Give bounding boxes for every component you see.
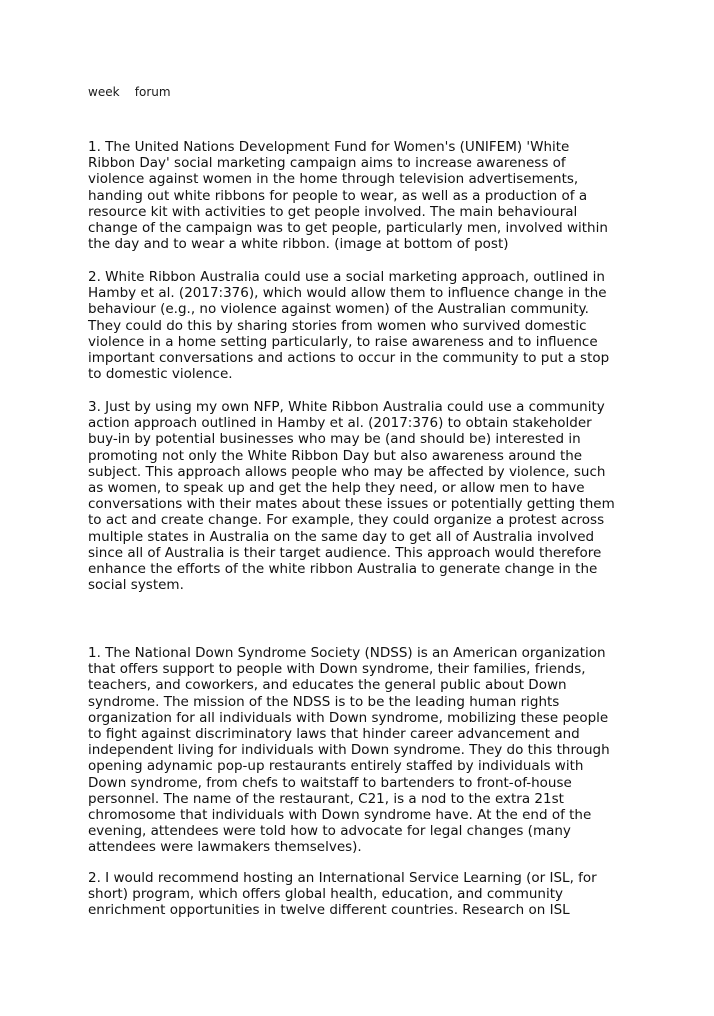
text-line: to act and create change. For example, they could organize a protest across	[88, 512, 605, 529]
text-line: 3. Just by using my own NFP, White Ribbon Australia could use a community	[88, 399, 605, 415]
text-line: They could do this by sharing stories from women who survived domestic	[88, 317, 587, 334]
text-line: violence against women in the home through television advertisements,	[88, 171, 579, 188]
text-line: social system.	[88, 577, 184, 594]
text-line: that offers support to people with Down syndrome, their families, friends,	[88, 661, 586, 678]
text-line: organization for all individuals with Down syndrome, mobilizing these people	[88, 709, 609, 726]
text-line: promoting not only the White Ribbon Day but also awareness around the	[88, 447, 583, 464]
text-line: independent living for individuals with Down syndrome. They do this through	[88, 742, 610, 759]
text-line: Down syndrome, from chefs to waitstaff to bartenders to front-of-house	[88, 774, 572, 791]
text-line: evening, attendees were told how to advocate for legal changes (many	[88, 823, 571, 840]
text-line: violence in a home setting particularly, to raise awareness and to influence	[88, 333, 598, 350]
paragraph-unifem-campaign	[88, 139, 648, 252]
text-line: the day and to wear a white ribbon. (image at bottom of post)	[88, 236, 509, 253]
text-line: important conversations and actions to occur in the community to put a stop	[88, 350, 610, 367]
text-line: multiple states in Australia on the same day to get all of Australia involved	[88, 528, 595, 545]
text-line: conversations with their mates about these issues or potentially getting them	[88, 496, 615, 513]
text-line: teachers, and coworkers, and educates the general public about Down	[88, 677, 567, 694]
text-line: subject. This approach allows people who may be affected by violence, such	[88, 463, 606, 480]
text-line: short) program, which offers global health, education, and community	[88, 886, 563, 903]
text-line: chromosome that individuals with Down syndrome have. At the end of the	[88, 807, 592, 824]
text-line: enrichment opportunities in twelve different countries. Research on ISL	[88, 902, 570, 919]
paragraph-social-marketing	[88, 269, 648, 382]
text-line: 1. The United Nations Development Fund for Women's (UNIFEM) 'White	[88, 139, 570, 155]
text-line: syndrome. The mission of the NDSS is to be the leading human rights	[88, 693, 560, 710]
text-line: handing out white ribbons for people to wear, as well as a production of a	[88, 187, 588, 204]
text-line: to fight against discriminatory laws that hinder career advancement and	[88, 726, 580, 743]
text-line: 2. White Ribbon Australia could use a social marketing approach, outlined in	[88, 269, 605, 285]
text-line: change of the campaign was to get people, particularly men, involved within	[88, 220, 608, 237]
text-line: attendees were lawmakers themselves).	[88, 839, 362, 856]
text-line: behaviour (e.g., no violence against women) of the Australian community.	[88, 301, 589, 318]
text-line: to domestic violence.	[88, 366, 233, 383]
text-line: enhance the efforts of the white ribbon Australia to generate change in the	[88, 561, 598, 578]
text-line: personnel. The name of the restaurant, C21, is a nod to the extra 21st	[88, 790, 564, 807]
text-line: Ribbon Day' social marketing campaign aims to increase awareness of	[88, 155, 566, 172]
paragraph-community-action	[88, 399, 648, 593]
text-line: buy-in by potential businesses who may be (and should be) interested in	[88, 431, 581, 448]
text-line: as women, to speak up and get the help they need, or allow men to have	[88, 480, 585, 497]
text-line: opening adynamic pop-up restaurants entirely staffed by individuals with	[88, 758, 584, 775]
text-line: action approach outlined in Hamby et al. (2017:376) to obtain stakeholder	[88, 415, 592, 432]
paragraph-ndss	[88, 645, 648, 856]
text-line: since all of Australia is their target audience. This approach would therefore	[88, 544, 602, 561]
text-line: resource kit with activities to get people involved. The main behavioural	[88, 203, 578, 220]
text-line: 1. The National Down Syndrome Society (NDSS) is an American organization	[88, 645, 606, 661]
text-line: Hamby et al. (2017:376), which would allow them to influence change in the	[88, 285, 607, 302]
text-line: 2. I would recommend hosting an International Service Learning (or ISL, for	[88, 870, 597, 886]
document-header: week forum	[88, 85, 171, 99]
paragraph-isl-recommendation	[88, 870, 648, 919]
